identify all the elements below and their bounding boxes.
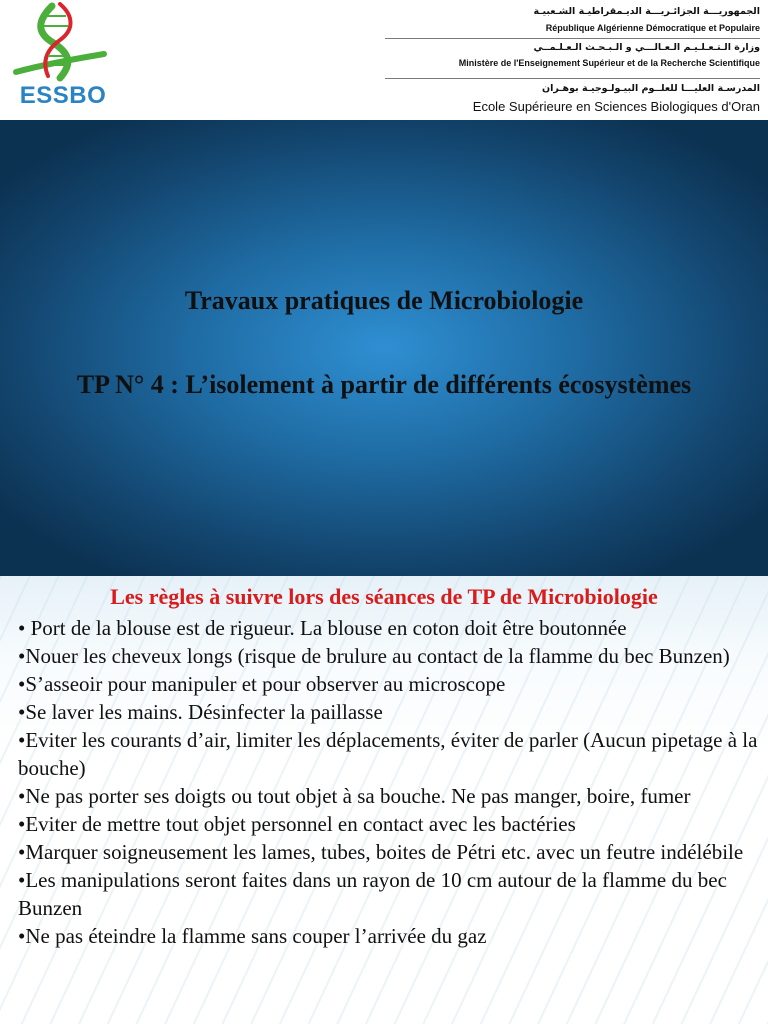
list-item: •Marquer soigneusement les lames, tubes, boites de Pétri etc. avec un feutre indélébile xyxy=(18,840,744,864)
essbo-logo xyxy=(8,2,118,114)
header-divider xyxy=(385,78,760,79)
republic-arabic: الجمهوريـــة الجزائـريـــة الديـمقراطيـة الشـعبيـة xyxy=(533,6,760,17)
school-french: Ecole Supérieure en Sciences Biologiques d'Oran xyxy=(472,99,760,114)
school-arabic: المدرسـة العليـــا للعلــوم البيـولـوجيـة بوهـران xyxy=(542,83,760,94)
rules-section xyxy=(0,576,768,1024)
ministry-arabic: وزارة الـتـعـلـيـم الـعـالـــي و الـبـحـث الـعـلـمــي xyxy=(533,42,760,53)
list-item: •Ne pas porter ses doigts ou tout objet à sa bouche. Ne pas manger, boire, fumer xyxy=(18,784,691,808)
list-item: •Eviter les courants d’air, limiter les déplacements, éviter de parler (Aucun pipetage à la bouche) xyxy=(18,728,758,780)
list-item: •Ne pas éteindre la flamme sans couper l’arrivée du gaz xyxy=(18,924,487,948)
list-item: •Eviter de mettre tout objet personnel en contact avec les bactéries xyxy=(18,812,576,836)
ministry-french: Ministère de l'Enseignement Supérieur et de la Recherche Scientifique xyxy=(458,58,760,68)
list-item: •Les manipulations seront faites dans un rayon de 10 cm autour de la flamme du bec Bunzen xyxy=(18,868,727,920)
list-item: •S’asseoir pour manipuler et pour observer au microscope xyxy=(18,672,506,696)
tp-subtitle: TP N° 4 : L’isolement à partir de différents écosystèmes xyxy=(76,370,692,399)
logo-text: ESSBO xyxy=(19,82,107,109)
republic-french: République Algérienne Démocratique et Populaire xyxy=(545,23,760,33)
list-item: • Port de la blouse est de rigueur. La blouse en coton doit être boutonnée xyxy=(18,616,627,640)
header-divider xyxy=(385,38,760,39)
title-band xyxy=(0,120,768,576)
list-item: •Nouer les cheveux longs (risque de brulure au contact de la flamme du bec Bunzen) xyxy=(18,644,730,668)
rules-list xyxy=(18,614,758,950)
rules-title: Les règles à suivre lors des séances de TP de Microbiologie xyxy=(110,584,658,609)
document-header xyxy=(0,0,768,120)
course-title: Travaux pratiques de Microbiologie xyxy=(184,286,584,315)
list-item: •Se laver les mains. Désinfecter la paillasse xyxy=(18,700,383,724)
dna-helix-icon xyxy=(8,2,118,82)
